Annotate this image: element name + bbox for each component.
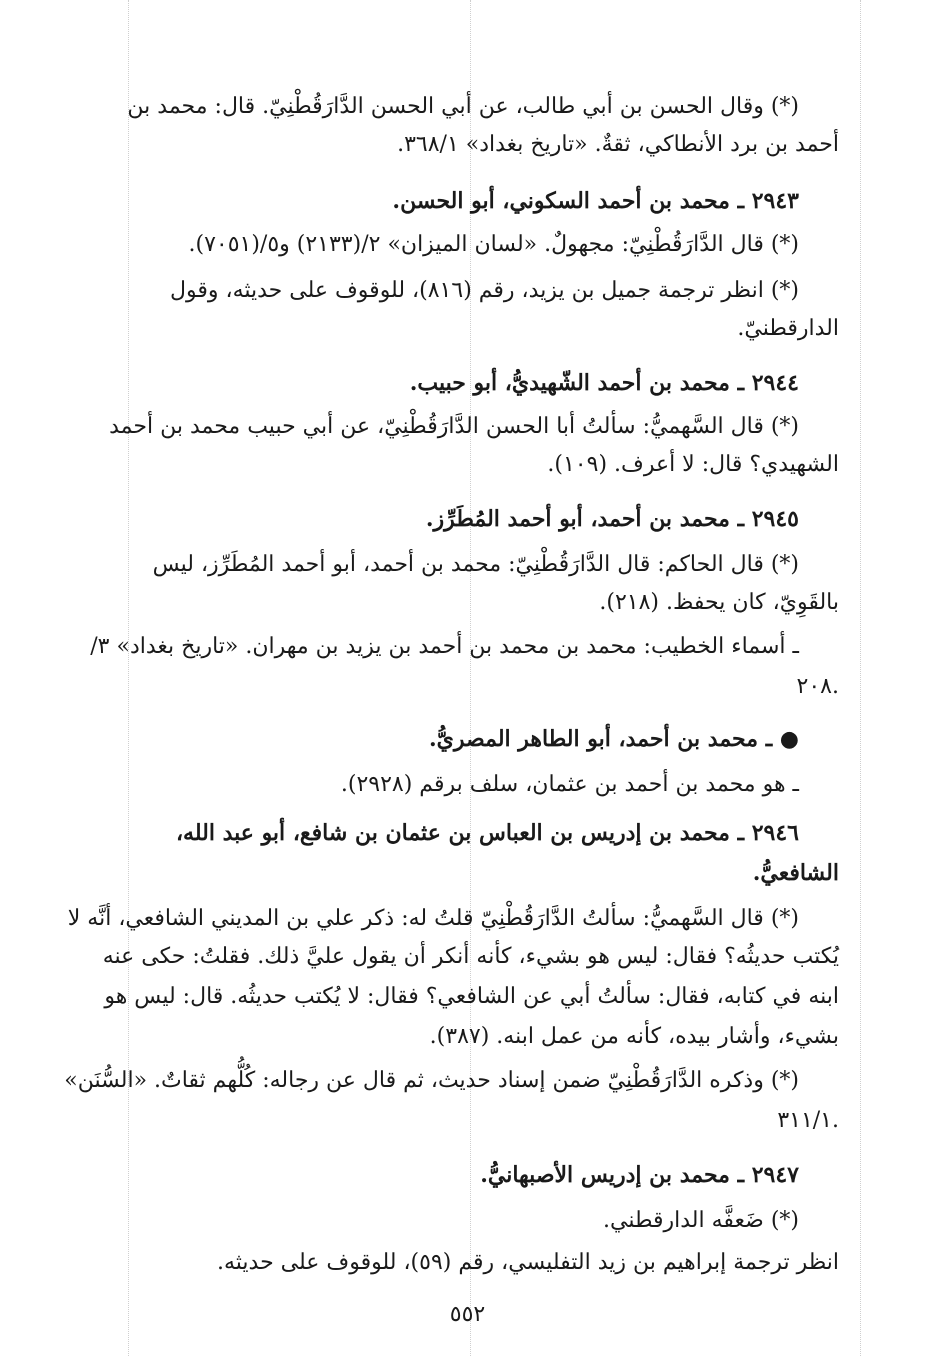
body-line: (*) وذكره الدَّارَقُطْنِيّ ضمن إسناد حديث، ثم قال عن رجاله: كُلُّهم ثقاتٌ. «السُّنَن» [64, 1068, 799, 1093]
body-line: أحمد بن برد الأنطاكي، ثقةٌ. «تاريخ بغداد» ٣٦٨/١. [397, 132, 839, 157]
body-line: ٣١١/١. [777, 1108, 839, 1133]
body-line: (*) قال السَّهميُّ: سألتُ الدَّارَقُطْنِيّ قلتُ له: ذكر علي بن المديني الشافعي، أنَّه لا [67, 906, 799, 931]
entry-heading: الشافعيُّ. [752, 860, 839, 886]
entry-heading: ● ـ محمد بن أحمد، أبو الطاهر المصريُّ. [429, 726, 799, 752]
body-line: ـ أسماء الخطيب: محمد بن محمد بن أحمد بن يزيد بن مهران. «تاريخ بغداد» ٣/ [90, 634, 799, 659]
body-line: (*) انظر ترجمة جميل بن يزيد، رقم (٨١٦)، للوقوف على حديثه، وقول [169, 278, 799, 303]
body-line: يُكتب حديثُه؟ فقال: ليس هو بشيء، كأنه أنكر أن يقول عليَّ ذلك. فقلتُ: حكى عنه [102, 944, 839, 969]
body-line: انظر ترجمة إبراهيم بن زيد التفليسي، رقم (٥٩)، للوقوف على حديثه. [216, 1250, 839, 1275]
body-line: بشيء، وأشار بيده، كأنه من عمل ابنه. (٣٨٧). [429, 1024, 839, 1049]
body-line: بالقَوِيّ، كان يحفظ. (٢١٨). [599, 590, 839, 615]
body-line: (*) قال الدَّارَقُطْنِيّ: مجهولٌ. «لسان الميزان» ٢/(٢١٣٣) و٥/(٧٠٥١). [188, 232, 799, 257]
entry-heading: ٢٩٤٦ ـ محمد بن إدريس بن العباس بن عثمان بن شافع، أبو عبد الله، [175, 820, 799, 846]
body-line: ـ هو محمد بن أحمد بن عثمان، سلف برقم (٢٩٢٨). [340, 772, 799, 797]
body-line: (*) قال السَّهميُّ: سألتُ أبا الحسن الدَّارَقُطْنِيّ، عن أبي حبيب محمد بن أحمد [109, 414, 799, 439]
body-line: (*) ضَعفَّه الدارقطني. [602, 1208, 799, 1233]
body-line: ٢٠٨. [796, 674, 839, 699]
entry-heading: ٢٩٤٥ ـ محمد بن أحمد، أبو أحمد المُطَرِّز. [425, 506, 799, 532]
entry-heading: ٢٩٤٣ ـ محمد بن أحمد السكوني، أبو الحسن. [392, 188, 799, 214]
body-line: الشهيدي؟ قال: لا أعرف. (١٠٩). [547, 452, 839, 477]
body-line: (*) وقال الحسن بن أبي طالب، عن أبي الحسن الدَّارَقُطْنِيّ. قال: محمد بن [127, 94, 799, 119]
entry-heading: ٢٩٤٧ ـ محمد بن إدريس الأصبهانيُّ. [480, 1162, 799, 1188]
body-line: الدارقطنيّ. [737, 316, 839, 341]
column-guide [860, 0, 861, 1356]
page-number: ٥٥٢ [449, 1302, 486, 1327]
body-line: ابنه في كتابه، فقال: سألتُ أبي عن الشافعي؟ فقال: لا يُكتب حديثُه. قال: ليس هو [104, 984, 839, 1009]
entry-heading: ٢٩٤٤ ـ محمد بن أحمد الشّهيديُّ، أبو حبيب. [409, 370, 799, 396]
body-line: (*) قال الحاكم: قال الدَّارَقُطْنِيّ: محمد بن أحمد، أبو أحمد المُطَرِّز، ليس [152, 552, 799, 577]
column-guide [128, 0, 129, 1356]
